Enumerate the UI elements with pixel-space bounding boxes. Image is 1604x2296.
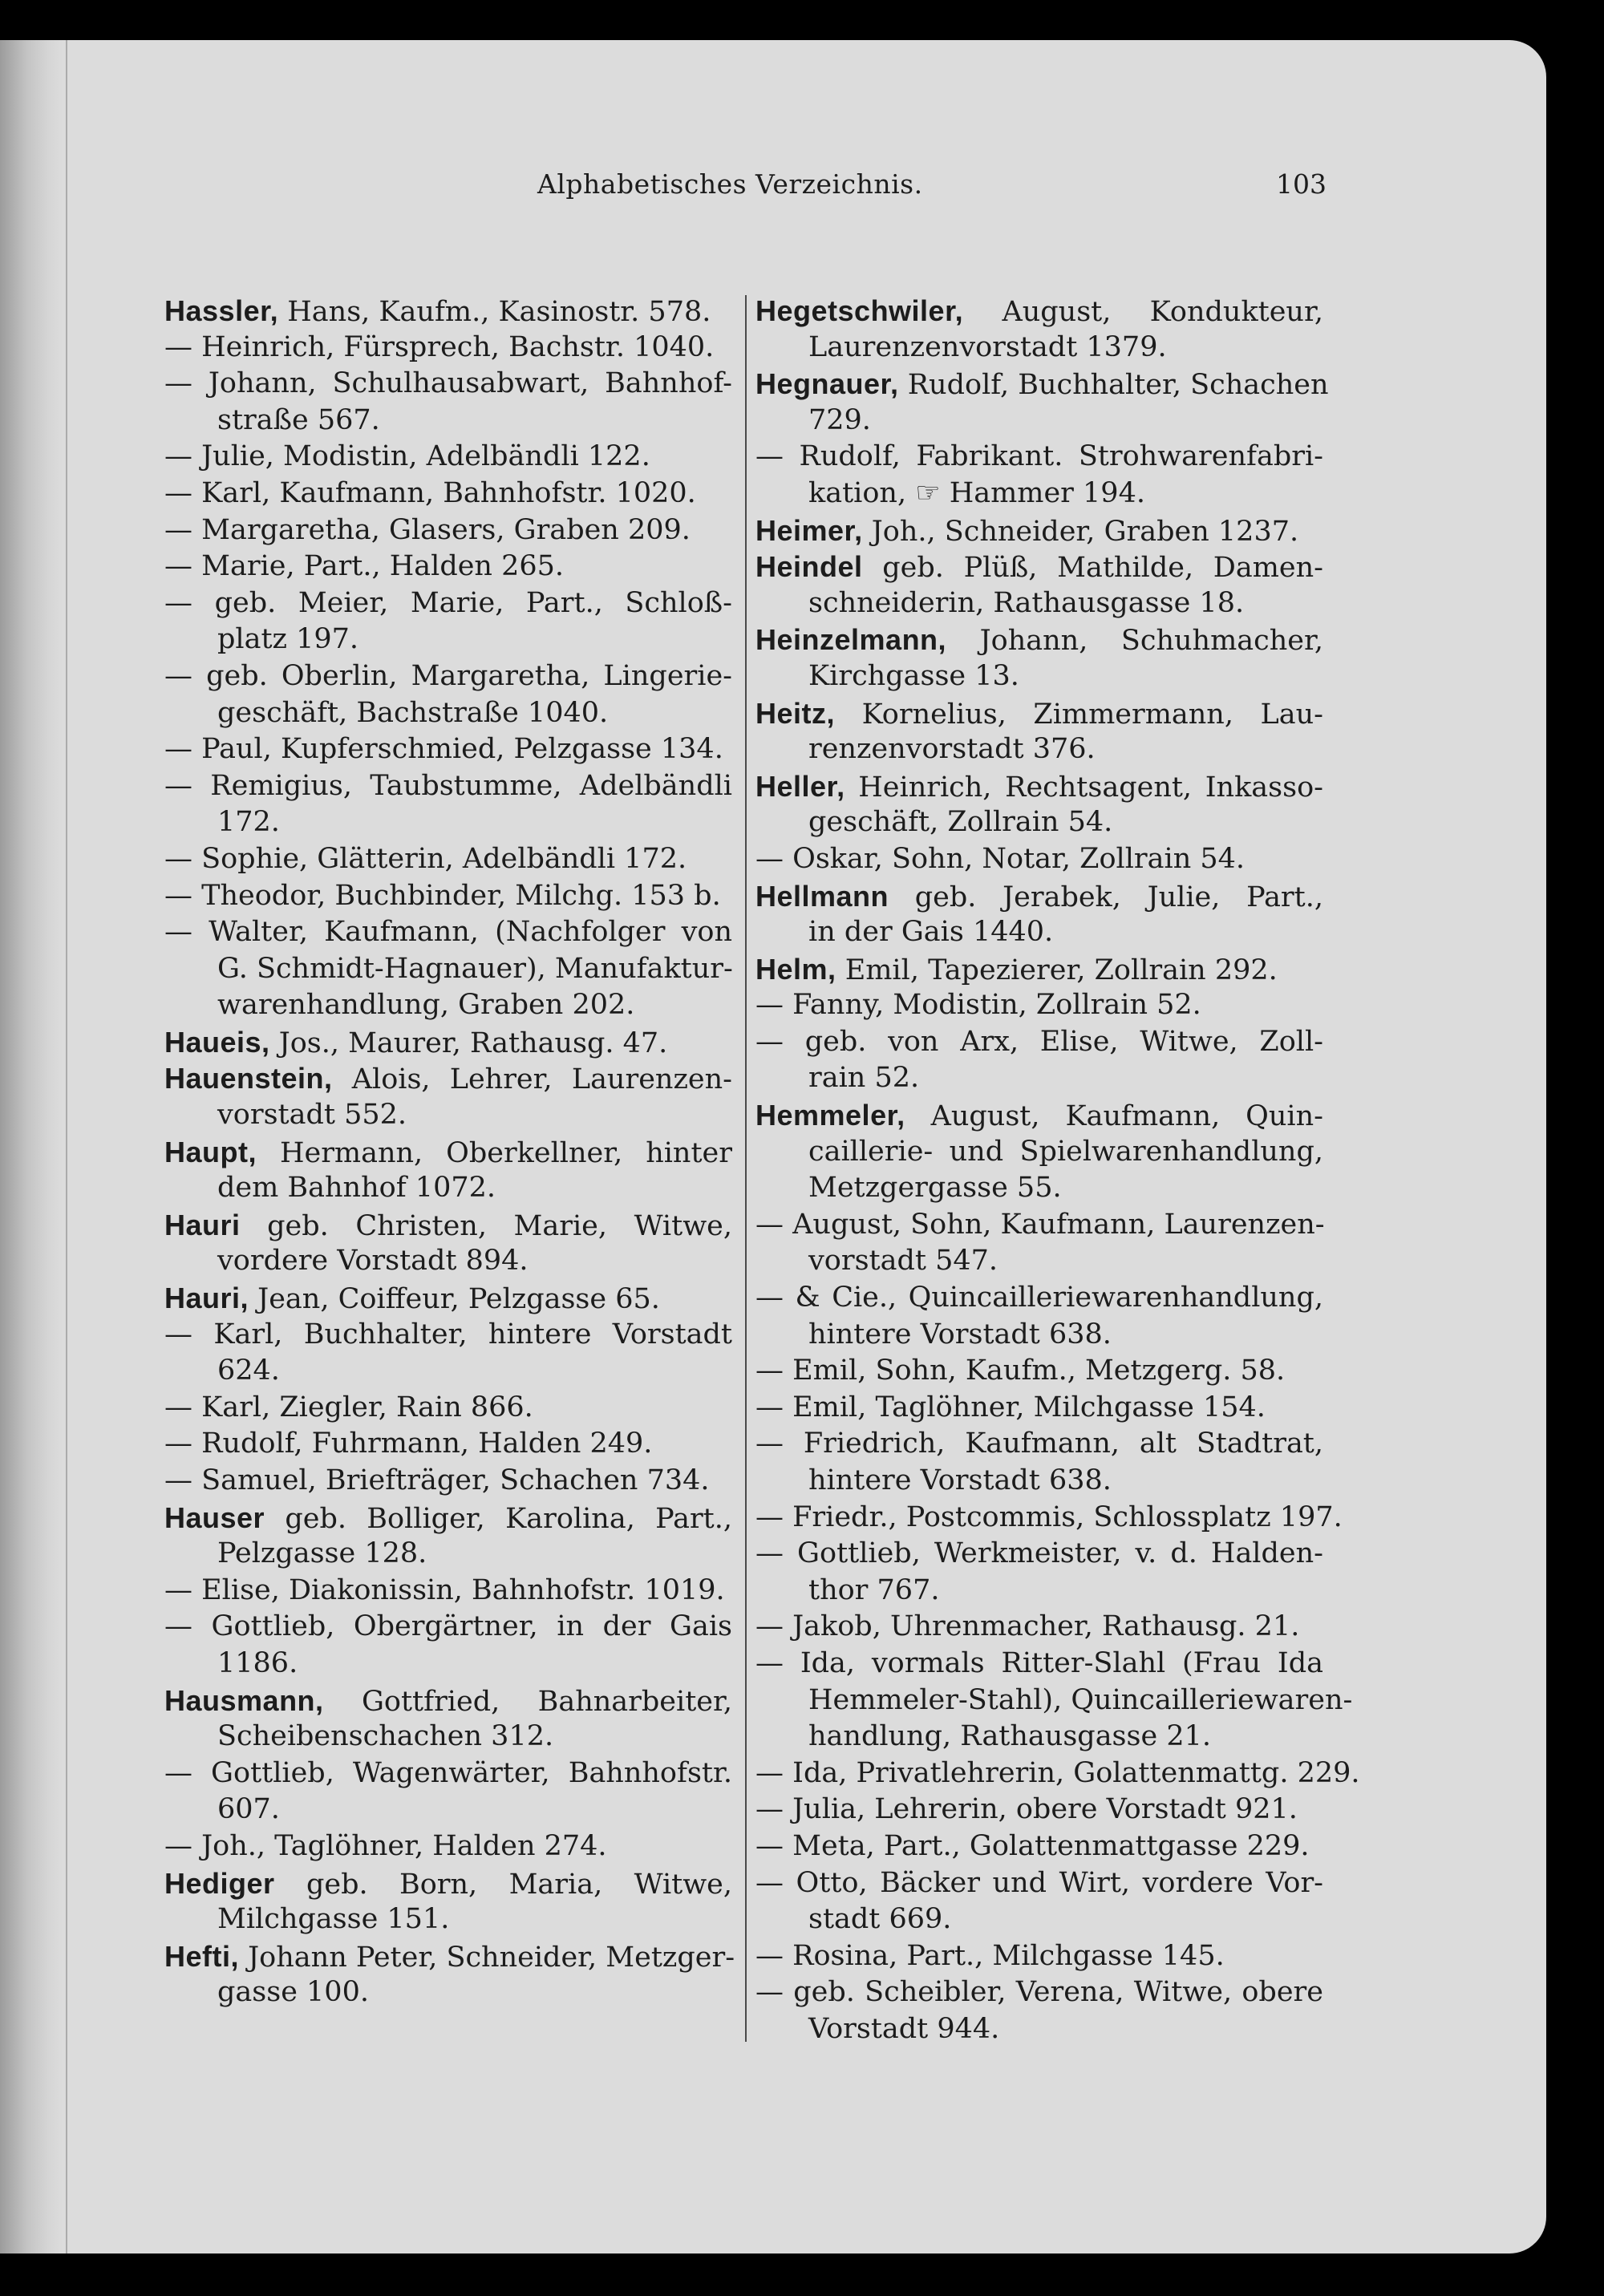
entry-text: — Rudolf, Fuhrmann, Halden 249.	[164, 1427, 653, 1460]
entry-continuation-line	[755, 731, 1323, 768]
directory-entry	[164, 330, 732, 366]
entry-text: — Friedrich, Kaufmann, alt Stadtrat,	[755, 1427, 1323, 1460]
entry-text: vorstadt 547.	[808, 1245, 998, 1278]
entry-text: — Heinrich, Fürsprech, Bachstr. 1040.	[164, 330, 715, 363]
entry-text: Joh., Schneider, Graben 1237.	[871, 515, 1299, 548]
entry-text: Hermann, Oberkellner, hinter	[279, 1136, 732, 1169]
entry-surname: Hausmann,	[164, 1683, 324, 1717]
entry-first-line	[755, 1646, 1323, 1683]
entry-surname: Hemmeler,	[755, 1099, 905, 1132]
entry-text: warenhandlung, Graben 202.	[217, 989, 635, 1022]
directory-entry	[164, 914, 732, 1024]
entry-continuation-line	[755, 476, 1323, 512]
entry-continuation-line	[755, 585, 1323, 622]
directory-entry	[755, 1024, 1323, 1097]
entry-text: — Ida, vormals Ritter-Slahl (Frau Ida	[755, 1646, 1323, 1679]
entry-text: — Karl, Buchhalter, hintere Vorstadt	[164, 1318, 732, 1350]
entry-text: vordere Vorstadt 894.	[217, 1245, 529, 1278]
directory-entry	[164, 512, 732, 549]
entry-continuation-line	[164, 622, 732, 658]
entry-continuation-line	[164, 1097, 732, 1134]
entry-first-line	[755, 1390, 1323, 1427]
directory-entry	[755, 1609, 1323, 1646]
entry-continuation-line	[164, 951, 732, 988]
page-number: 103	[1276, 168, 1327, 200]
entry-text: — Emil, Taglöhner, Milchgasse 154.	[755, 1391, 1266, 1423]
entry-text: 1186.	[217, 1646, 298, 1679]
entry-text: Vorstadt 944.	[808, 2012, 1000, 2045]
entry-first-line	[755, 1024, 1323, 1061]
entry-text: — Oskar, Sohn, Notar, Zollrain 54.	[755, 842, 1246, 875]
entry-first-line	[755, 549, 1323, 585]
directory-entry	[164, 1865, 732, 1938]
entry-first-line	[164, 914, 732, 951]
entry-continuation-line	[755, 1243, 1323, 1280]
entry-continuation-line	[755, 658, 1323, 695]
entry-first-line	[164, 476, 732, 512]
entry-surname: Hassler,	[164, 294, 279, 327]
entry-text: — Joh., Taglöhner, Halden 274.	[164, 1829, 607, 1862]
entry-first-line	[164, 1683, 732, 1719]
entry-first-line	[755, 1207, 1323, 1244]
directory-entry	[164, 1828, 732, 1865]
entry-text: Johann Peter, Schneider, Metzger-	[248, 1941, 735, 1974]
entry-surname: Helm,	[755, 952, 836, 986]
directory-entry	[755, 1792, 1323, 1828]
entry-text: hintere Vorstadt 638.	[808, 1318, 1112, 1350]
directory-entry	[164, 1463, 732, 1500]
entry-continuation-line	[755, 403, 1323, 439]
entry-text: — Otto, Bäcker und Wirt, vordere Vor-	[755, 1866, 1323, 1899]
entry-first-line	[755, 841, 1323, 878]
entry-first-line	[164, 658, 732, 695]
directory-entry	[755, 1353, 1323, 1390]
entry-text: Hans, Kaufm., Kasinostr. 578.	[287, 296, 711, 328]
directory-entry	[755, 987, 1323, 1024]
directory-entry	[164, 293, 732, 330]
entry-text: — Theodor, Buchbinder, Milchg. 153 b.	[164, 879, 721, 912]
entry-text: — Gottlieb, Werkmeister, v. d. Halden-	[755, 1537, 1323, 1570]
entry-surname: Heitz,	[755, 696, 836, 730]
entry-first-line	[164, 1938, 735, 1975]
entry-surname: Hediger	[164, 1866, 275, 1900]
entry-continuation-line	[755, 1901, 1323, 1938]
entry-continuation-line	[755, 1317, 1323, 1354]
directory-entry	[164, 841, 732, 878]
entry-text: renzenvorstadt 376.	[808, 733, 1096, 766]
entry-text: — Julie, Modistin, Adelbändli 122.	[164, 440, 650, 473]
directory-entry	[755, 768, 1323, 841]
entry-text: Johann, Schuhmacher,	[979, 625, 1323, 658]
entry-surname: Hauser	[164, 1500, 265, 1534]
entry-first-line	[164, 878, 732, 915]
entry-text: — Fanny, Modistin, Zollrain 52.	[755, 989, 1201, 1022]
directory-entry	[755, 1828, 1323, 1865]
entry-text: 172.	[217, 806, 280, 839]
entry-continuation-line	[755, 1134, 1323, 1171]
entry-first-line	[164, 1609, 732, 1646]
entry-first-line	[164, 512, 732, 549]
entry-first-line	[164, 1390, 732, 1427]
entry-text: Kornelius, Zimmermann, Lau-	[861, 698, 1323, 731]
entry-text: — geb. von Arx, Elise, Witwe, Zoll-	[755, 1025, 1323, 1058]
entry-text: August, Kondukteur,	[1002, 296, 1323, 328]
entry-continuation-line	[164, 1646, 732, 1683]
left-column	[164, 293, 735, 2011]
entry-continuation-line	[164, 1792, 732, 1828]
entry-surname: Hauri,	[164, 1282, 249, 1315]
entry-text: — Jakob, Uhrenmacher, Rathausg. 21.	[755, 1610, 1300, 1643]
entry-first-line	[755, 1500, 1343, 1537]
entry-first-line	[755, 622, 1323, 658]
directory-entry	[755, 1097, 1323, 1207]
entry-first-line	[164, 841, 732, 878]
entry-text: Metzgergasse 55.	[808, 1172, 1062, 1205]
entry-surname: Heller,	[755, 769, 845, 803]
entry-surname: Haupt,	[164, 1135, 257, 1168]
entry-first-line	[755, 1828, 1323, 1865]
entry-text: Jean, Coiffeur, Pelzgasse 65.	[257, 1283, 660, 1316]
directory-entry	[164, 1317, 732, 1390]
directory-entry	[164, 1500, 732, 1573]
entry-surname: Hegnauer,	[755, 367, 899, 401]
entry-continuation-line	[164, 1170, 732, 1207]
directory-entry	[164, 768, 732, 841]
entry-first-line	[755, 1792, 1323, 1828]
directory-entry	[755, 1536, 1323, 1609]
entry-text: Gottfried, Bahnarbeiter,	[361, 1685, 732, 1718]
directory-entry	[164, 1938, 735, 2011]
entry-continuation-line	[755, 1719, 1323, 1755]
entry-first-line	[164, 1828, 732, 1865]
entry-continuation-line	[164, 804, 732, 841]
running-title: Alphabetisches Verzeichnis.	[537, 168, 923, 200]
entry-continuation-line	[755, 804, 1323, 841]
entry-first-line	[755, 366, 1329, 403]
entry-first-line	[755, 1755, 1360, 1792]
entry-text: 607.	[217, 1793, 280, 1826]
entry-text: geb. Jerabek, Julie, Part.,	[914, 881, 1323, 913]
entry-surname: Hegetschwiler,	[755, 294, 964, 327]
entry-continuation-line	[755, 1060, 1323, 1097]
entry-first-line	[755, 768, 1323, 805]
entry-text: — Walter, Kaufmann, (Nachfolger von	[164, 916, 732, 949]
entry-text: Laurenzenvorstadt 1379.	[808, 330, 1167, 363]
entry-surname: Hauenstein,	[164, 1062, 333, 1095]
entry-text: — Samuel, Briefträger, Schachen 734.	[164, 1464, 710, 1496]
entry-text: — geb. Meier, Marie, Part., Schloß-	[164, 586, 732, 619]
entry-continuation-line	[164, 1719, 732, 1755]
entry-continuation-line	[164, 1353, 732, 1390]
entry-text: — Marie, Part., Halden 265.	[164, 550, 565, 583]
directory-entry	[755, 1280, 1323, 1353]
entry-text: schneiderin, Rathausgasse 18.	[808, 586, 1245, 619]
entry-text: August, Kaufmann, Quin-	[930, 1100, 1323, 1133]
column-divider	[745, 295, 747, 2042]
entry-surname: Hauri	[164, 1208, 241, 1241]
directory-entry	[164, 1024, 732, 1061]
entry-first-line	[755, 512, 1323, 549]
right-column	[755, 293, 1360, 2048]
directory-entry	[755, 1207, 1323, 1280]
entry-first-line	[755, 695, 1323, 732]
entry-text: in der Gais 1440.	[808, 916, 1054, 949]
entry-text: — Elise, Diakonissin, Bahnhofstr. 1019.	[164, 1573, 725, 1606]
directory-entry	[164, 1755, 732, 1828]
entry-continuation-line	[755, 1573, 1323, 1610]
directory-entry	[164, 1134, 732, 1207]
entry-first-line	[164, 366, 732, 403]
entry-first-line	[164, 1060, 732, 1097]
entry-text: Emil, Tapezierer, Zollrain 292.	[845, 954, 1278, 986]
directory-entry	[755, 1646, 1353, 1755]
entry-text: — Gottlieb, Wagenwärter, Bahnhofstr.	[164, 1756, 732, 1789]
entry-text: rain 52.	[808, 1062, 920, 1095]
entry-text: — Meta, Part., Golattenmattgasse 229.	[755, 1829, 1310, 1862]
entry-text: gasse 100.	[217, 1976, 369, 2009]
entry-first-line	[164, 293, 732, 330]
entry-first-line	[164, 439, 732, 476]
entry-text: — Friedr., Postcommis, Schlossplatz 197.	[755, 1500, 1343, 1533]
entry-surname: Haueis,	[164, 1025, 270, 1059]
entry-text: geb. Christen, Marie, Witwe,	[267, 1209, 732, 1242]
entry-continuation-line	[755, 1683, 1353, 1719]
directory-entry	[164, 1280, 732, 1317]
page-fold-line	[66, 40, 67, 2253]
entry-text: Pelzgasse 128.	[217, 1537, 427, 1570]
directory-entry	[164, 549, 732, 585]
entry-text: — Karl, Kaufmann, Bahnhofstr. 1020.	[164, 476, 696, 509]
entry-continuation-line	[755, 1170, 1323, 1207]
entry-first-line	[164, 1500, 732, 1537]
entry-first-line	[164, 585, 732, 622]
entry-first-line	[755, 951, 1323, 988]
entry-text: vorstadt 552.	[217, 1099, 407, 1132]
directory-entry	[164, 731, 732, 768]
entry-continuation-line	[164, 1901, 732, 1938]
entry-text: — August, Sohn, Kaufmann, Laurenzen-	[755, 1208, 1325, 1241]
entry-text: — geb. Scheibler, Verena, Witwe, obere	[755, 1976, 1323, 2009]
entry-continuation-line	[164, 1974, 732, 2011]
directory-entry	[755, 1938, 1323, 1975]
entry-text: — Johann, Schulhausabwart, Bahnhof-	[164, 367, 732, 400]
entry-first-line	[164, 731, 732, 768]
entry-text: geschäft, Bachstraße 1040.	[217, 696, 609, 729]
entry-first-line	[755, 1609, 1323, 1646]
directory-entry	[164, 878, 732, 915]
entry-continuation-line	[755, 2011, 1323, 2048]
entry-text: 729.	[808, 403, 871, 436]
directory-entry	[755, 1390, 1323, 1427]
entry-text: — Julia, Lehrerin, obere Vorstadt 921.	[755, 1793, 1298, 1826]
directory-entry	[164, 1060, 732, 1133]
entry-text: kation, ☞ Hammer 194.	[808, 476, 1145, 509]
directory-entry	[755, 878, 1323, 951]
entry-text: thor 767.	[808, 1573, 940, 1606]
entry-first-line	[164, 1280, 732, 1317]
directory-entry	[755, 1865, 1323, 1938]
directory-entry	[755, 439, 1323, 512]
entry-text: geschäft, Zollrain 54.	[808, 806, 1113, 839]
entry-text: — geb. Oberlin, Margaretha, Lingerie-	[164, 659, 732, 692]
entry-continuation-line	[164, 1536, 732, 1573]
entry-surname: Heimer,	[755, 513, 863, 547]
entry-text: caillerie- und Spielwarenhandlung,	[808, 1135, 1323, 1168]
entry-text: — Rosina, Part., Milchgasse 145.	[755, 1939, 1225, 1972]
entry-continuation-line	[164, 987, 732, 1024]
directory-entry	[755, 1755, 1360, 1792]
directory-entry	[164, 658, 732, 731]
book-page	[0, 40, 1546, 2253]
entry-first-line	[164, 1317, 732, 1354]
entry-first-line	[755, 1974, 1323, 2011]
entry-first-line	[164, 1207, 732, 1244]
entry-first-line	[755, 293, 1323, 330]
directory-entry	[164, 439, 732, 476]
entry-first-line	[755, 1536, 1323, 1573]
directory-entry	[755, 841, 1323, 878]
directory-entry	[755, 1426, 1323, 1499]
entry-continuation-line	[164, 403, 732, 439]
directory-entry	[755, 695, 1323, 768]
entry-text: Milchgasse 151.	[217, 1903, 450, 1936]
entry-text: — & Cie., Quincailleriewarenhandlung,	[755, 1282, 1323, 1314]
entry-text: G. Schmidt-Hagnauer), Manufaktur-	[217, 952, 733, 985]
directory-entry	[164, 1683, 732, 1755]
entry-continuation-line	[755, 330, 1323, 366]
directory-entry	[755, 622, 1323, 694]
directory-entry	[755, 1500, 1343, 1537]
entry-continuation-line	[164, 695, 732, 732]
entry-first-line	[164, 1463, 732, 1500]
entry-first-line	[164, 768, 732, 805]
entry-text: Kirchgasse 13.	[808, 659, 1019, 692]
entry-first-line	[164, 549, 732, 585]
entry-first-line	[755, 987, 1323, 1024]
entry-text: — Gottlieb, Obergärtner, in der Gais	[164, 1610, 732, 1643]
entry-text: geb. Born, Maria, Witwe,	[306, 1868, 732, 1901]
directory-entry	[164, 476, 732, 512]
page-spine-shadow	[0, 40, 63, 2253]
entry-text: — Karl, Ziegler, Rain 866.	[164, 1391, 533, 1423]
entry-first-line	[755, 1865, 1323, 1902]
entry-first-line	[164, 1134, 732, 1171]
entry-text: — Ida, Privatlehrerin, Golattenmattg. 229.	[755, 1756, 1360, 1789]
directory-entry	[755, 951, 1323, 988]
entry-text: handlung, Rathausgasse 21.	[808, 1720, 1211, 1753]
directory-entry	[755, 293, 1323, 366]
entry-text: Hemmeler-Stahl), Quincailleriewaren-	[808, 1683, 1353, 1716]
entry-text: Rudolf, Buchhalter, Schachen	[907, 369, 1329, 402]
entry-first-line	[164, 330, 732, 366]
entry-text: platz 197.	[217, 623, 359, 656]
directory-entry	[755, 549, 1323, 622]
entry-text: geb. Plüß, Mathilde, Damen-	[882, 552, 1323, 585]
entry-first-line	[755, 1353, 1323, 1390]
directory-entry	[755, 366, 1329, 439]
directory-entry	[164, 585, 732, 658]
entry-first-line	[755, 439, 1323, 476]
entry-continuation-line	[164, 1243, 732, 1280]
entry-text: — Rudolf, Fabrikant. Strohwarenfabri-	[755, 440, 1323, 473]
entry-text: — Remigius, Taubstumme, Adelbändli	[164, 769, 732, 802]
entry-continuation-line	[755, 1463, 1323, 1500]
entry-surname: Hellmann	[755, 879, 889, 913]
entry-first-line	[164, 1024, 732, 1061]
entry-text: — Paul, Kupferschmied, Pelzgasse 134.	[164, 733, 723, 766]
entry-text: Scheibenschachen 312.	[217, 1720, 554, 1753]
directory-entry	[755, 512, 1323, 549]
entry-first-line	[755, 1097, 1323, 1134]
entry-text: — Sophie, Glätterin, Adelbändli 172.	[164, 842, 687, 875]
entry-text: 624.	[217, 1355, 280, 1387]
entry-surname: Heindel	[755, 550, 863, 584]
entry-surname: Heinzelmann,	[755, 623, 947, 657]
entry-text: hintere Vorstadt 638.	[808, 1464, 1112, 1496]
directory-entry	[164, 1426, 732, 1463]
entry-first-line	[755, 1938, 1323, 1975]
entry-text: geb. Bolliger, Karolina, Part.,	[285, 1502, 732, 1535]
entry-surname: Hefti,	[164, 1939, 239, 1973]
entry-text: Heinrich, Rechtsagent, Inkasso-	[858, 771, 1323, 804]
entry-text: — Emil, Sohn, Kaufm., Metzgerg. 58.	[755, 1355, 1286, 1387]
entry-first-line	[164, 1573, 732, 1610]
entry-text: Alois, Lehrer, Laurenzen-	[351, 1063, 732, 1096]
entry-first-line	[164, 1865, 732, 1902]
entry-text: — Margaretha, Glasers, Graben 209.	[164, 513, 691, 546]
entry-continuation-line	[755, 914, 1323, 951]
entry-first-line	[755, 1280, 1323, 1317]
directory-entry	[164, 1390, 732, 1427]
entry-text: stadt 669.	[808, 1903, 952, 1936]
directory-entry	[755, 1974, 1323, 2047]
entry-first-line	[755, 878, 1323, 915]
directory-entry	[164, 1609, 732, 1682]
entry-text: straße 567.	[217, 403, 380, 436]
directory-entry	[164, 1573, 732, 1610]
entry-text: dem Bahnhof 1072.	[217, 1172, 496, 1205]
entry-first-line	[755, 1426, 1323, 1463]
entry-text: Jos., Maurer, Rathausg. 47.	[278, 1027, 668, 1059]
entry-first-line	[164, 1755, 732, 1792]
directory-entry	[164, 1207, 732, 1280]
directory-entry	[164, 366, 732, 439]
entry-first-line	[164, 1426, 732, 1463]
